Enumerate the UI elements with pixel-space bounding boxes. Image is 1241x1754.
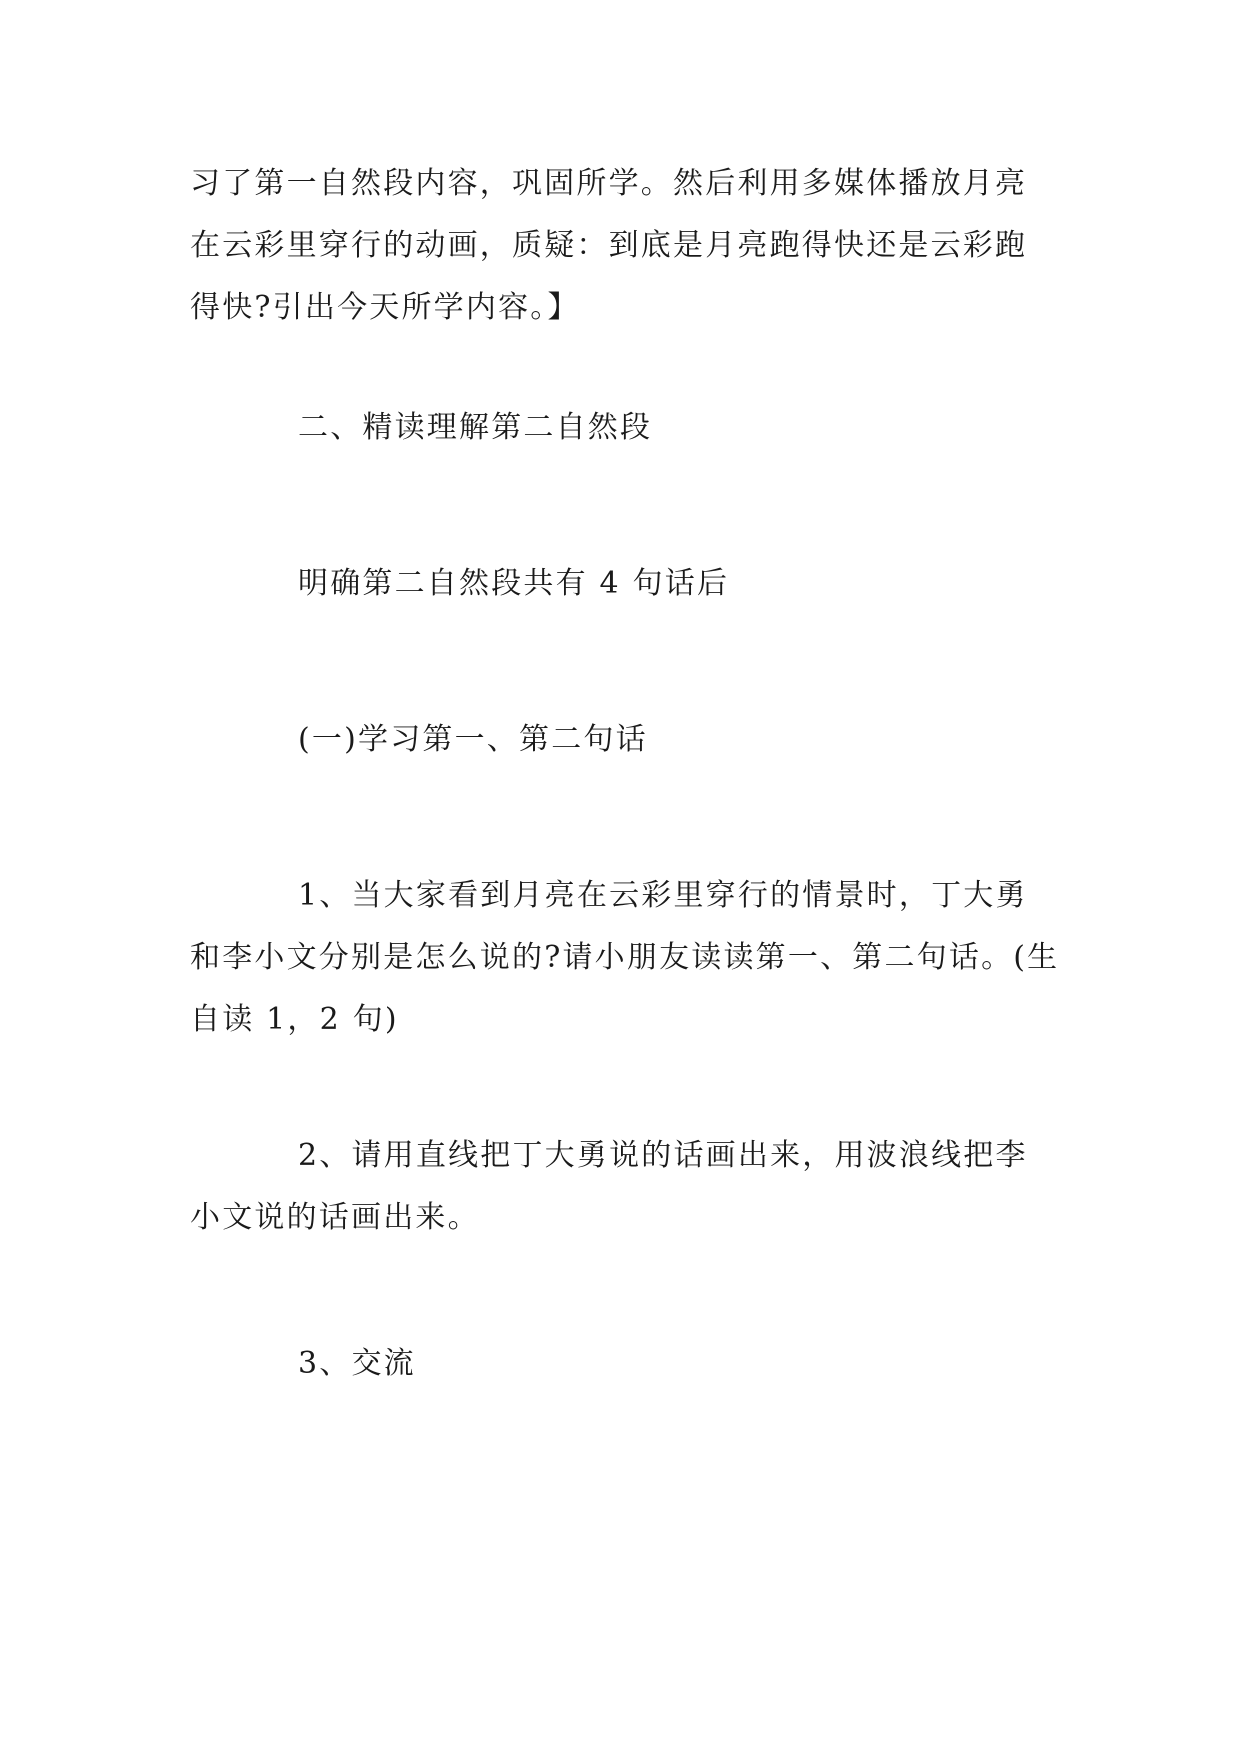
paragraph-intro-continuation <box>190 153 1050 339</box>
text-line: 明确第二自然段共有 4 句话后 <box>298 566 730 601</box>
text-line: 习了第一自然段内容，巩固所学。然后利用多媒体播放月亮 <box>190 166 1028 201</box>
text-line: 自读 1，2 句) <box>190 1002 399 1037</box>
text-line: (一)学习第一、第二句话 <box>298 722 648 757</box>
text-line: 3、交流 <box>298 1346 416 1381</box>
list-item-2 <box>190 1125 1050 1249</box>
text-line: 小文说的话画出来。 <box>190 1200 480 1235</box>
list-item-3 <box>190 1333 1050 1395</box>
text-line: 得快?引出今天所学内容。】 <box>190 290 580 325</box>
text-line: 1、当大家看到月亮在云彩里穿行的情景时，丁大勇 <box>298 878 1028 913</box>
section-heading-2 <box>190 397 1050 459</box>
text-line: 二、精读理解第二自然段 <box>298 410 653 445</box>
subsection-heading-1 <box>190 709 1050 771</box>
paragraph-sentence-count <box>190 553 1050 615</box>
list-item-1 <box>190 865 1060 1051</box>
text-line: 2、请用直线把丁大勇说的话画出来，用波浪线把李 <box>298 1138 1028 1173</box>
text-line: 和李小文分别是怎么说的?请小朋友读读第一、第二句话。(生 <box>190 940 1060 975</box>
text-line: 在云彩里穿行的动画，质疑：到底是月亮跑得快还是云彩跑 <box>190 228 1028 263</box>
